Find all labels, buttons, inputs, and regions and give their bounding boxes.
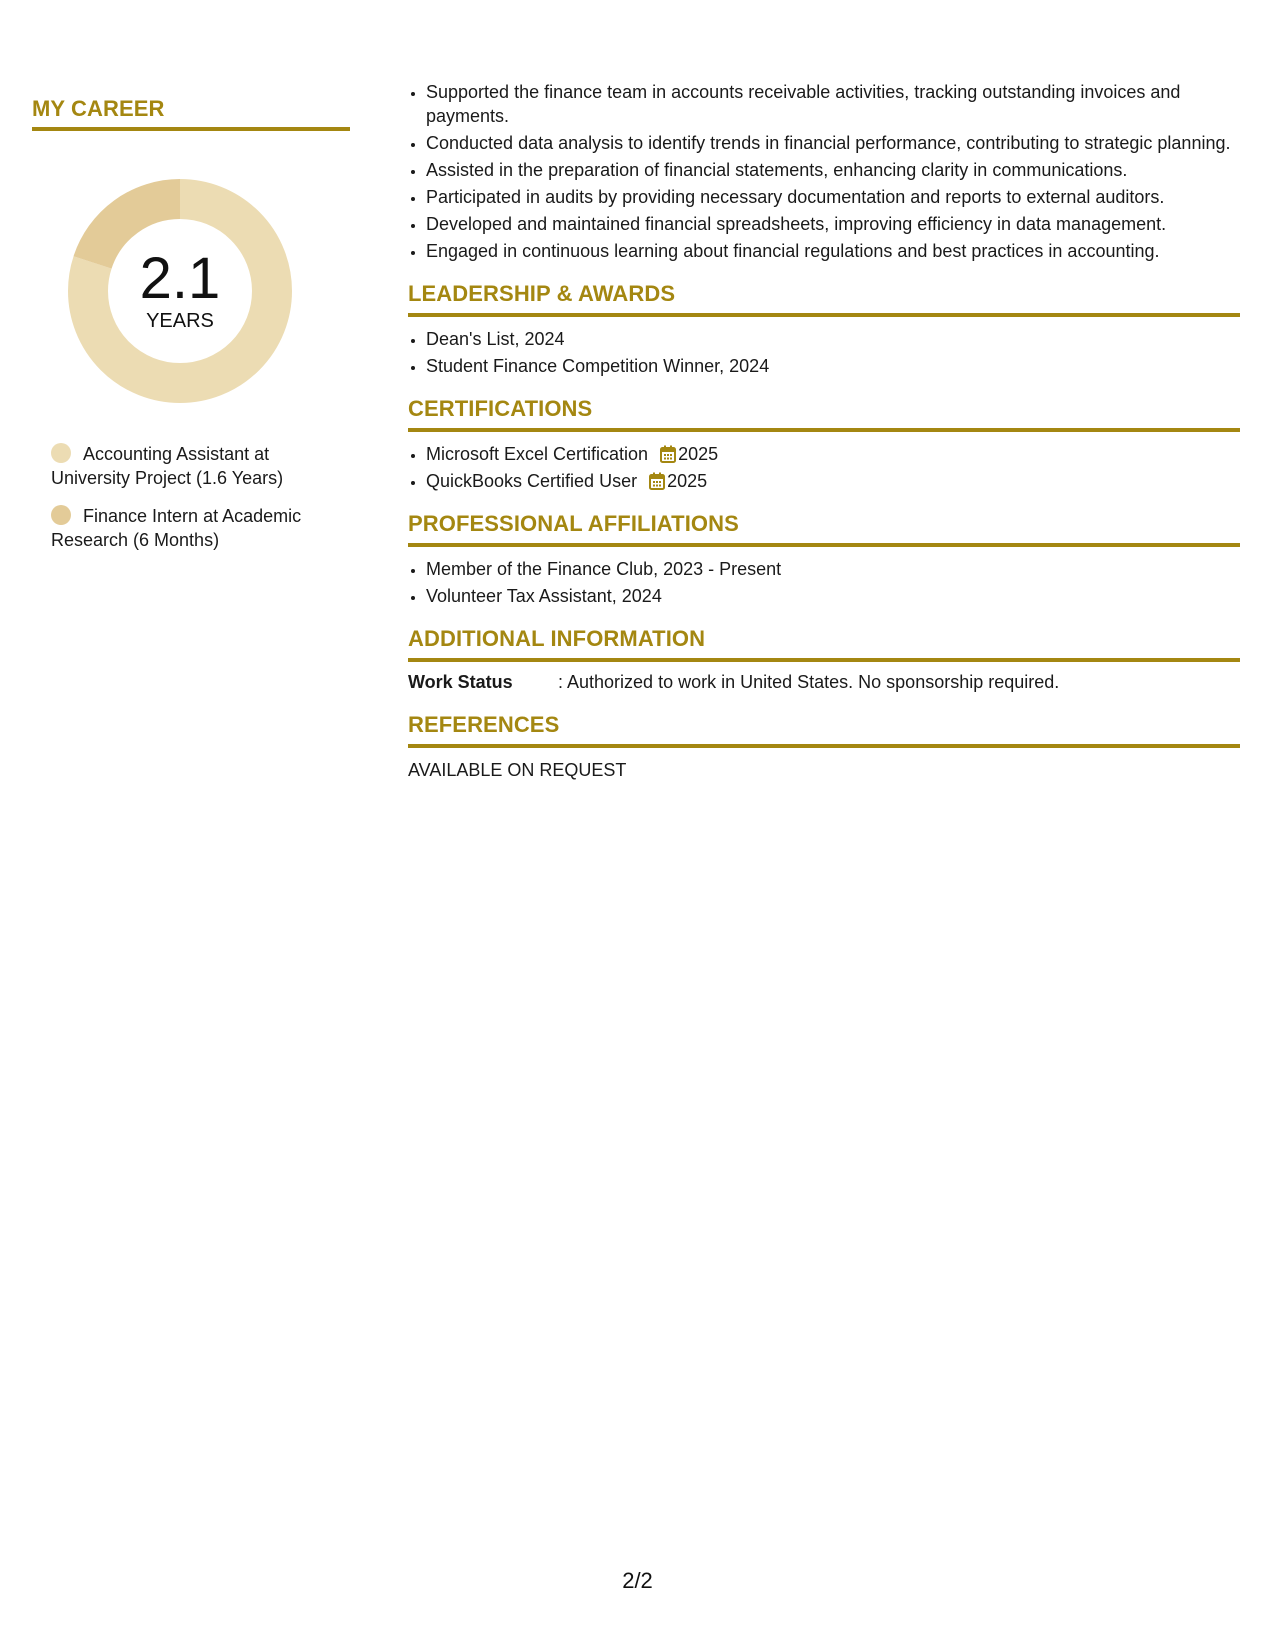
career-donut-chart	[65, 176, 295, 406]
certifications-title: CERTIFICATIONS	[408, 396, 1240, 432]
career-total-years: 2.1	[139, 246, 221, 311]
experience-bullet: • Engaged in continuous learning about financial regulations and best practices in accounting.	[426, 239, 1240, 263]
references-text: AVAILABLE ON REQUEST	[408, 760, 627, 780]
experience-bullet: • Conducted data analysis to identify trends in financial performance, contributing to strategic planning.	[426, 131, 1240, 155]
experience-bullet: • Developed and maintained financial spreadsheets, improving efficiency in data management.	[426, 212, 1240, 236]
certification-name: Microsoft Excel Certification	[426, 444, 649, 464]
affiliations-title: PROFESSIONAL AFFILIATIONS	[408, 511, 1240, 547]
experience-bullet: • Supported the finance team in accounts receivable activities, tracking outstanding invoices and payments.	[426, 80, 1240, 128]
legend-label: Finance Intern at Academic Research (6 Months)	[51, 506, 302, 550]
page-number: 2/2	[622, 1568, 653, 1593]
affiliation-item: • Member of the Finance Club, 2023 - Present	[426, 557, 1240, 581]
legend-label: Accounting Assistant at University Project (1.6 Years)	[51, 444, 284, 488]
calendar-icon	[660, 445, 676, 463]
right-column	[408, 80, 1240, 782]
career-title: MY CAREER	[32, 96, 350, 131]
legend-dot-icon	[51, 443, 71, 463]
certification-name: QuickBooks Certified User	[426, 471, 638, 491]
certification-item	[426, 469, 1240, 493]
work-status-row	[408, 670, 1240, 694]
affiliations-list	[408, 557, 1240, 608]
career-years-unit: YEARS	[146, 310, 214, 332]
work-status-label: Work Status	[408, 672, 513, 692]
left-column	[32, 96, 350, 566]
experience-bullet: • Participated in audits by providing necessary documentation and reports to external auditors.	[426, 185, 1240, 209]
legend-item	[51, 504, 350, 552]
experience-bullets	[408, 80, 1240, 263]
leadership-title: LEADERSHIP & AWARDS	[408, 281, 1240, 317]
certifications-list	[408, 442, 1240, 493]
additional-info-title: ADDITIONAL INFORMATION	[408, 626, 1240, 662]
leadership-item: • Student Finance Competition Winner, 2024	[426, 354, 1240, 378]
donut-center	[65, 176, 295, 406]
leadership-list	[408, 327, 1240, 378]
references-title: REFERENCES	[408, 712, 1240, 748]
calendar-icon	[649, 472, 665, 490]
leadership-item: • Dean's List, 2024	[426, 327, 1240, 351]
legend-item	[51, 442, 350, 490]
experience-bullet: • Assisted in the preparation of financial statements, enhancing clarity in communications.	[426, 158, 1240, 182]
certification-item	[426, 442, 1240, 466]
certification-year: 2025	[667, 471, 708, 491]
legend-dot-icon	[51, 505, 71, 525]
certification-year: 2025	[678, 444, 719, 464]
work-status-value: : Authorized to work in United States. No sponsorship required.	[558, 672, 1060, 692]
affiliation-item: • Volunteer Tax Assistant, 2024	[426, 584, 1240, 608]
career-legend	[51, 442, 350, 552]
